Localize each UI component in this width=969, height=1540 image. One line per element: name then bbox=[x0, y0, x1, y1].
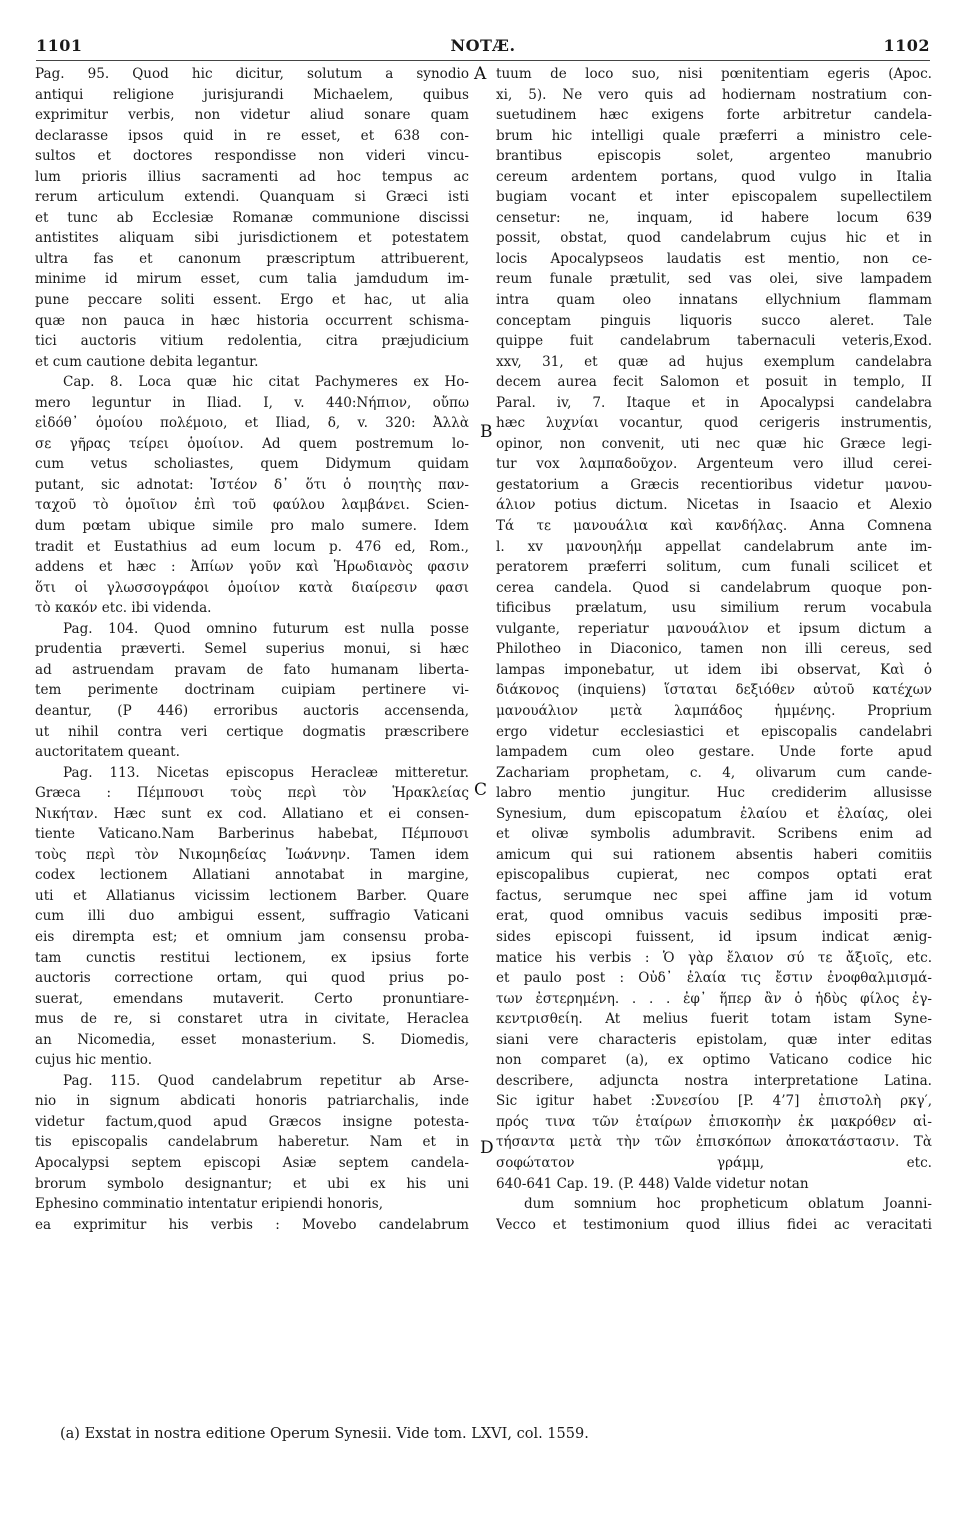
text-line: intra quam oleo innatans ellychnium flammam bbox=[496, 292, 932, 309]
text-line: describere, adjuncta nostra interpretatione Latina. bbox=[496, 1072, 932, 1089]
text-line: eis dirempta est; et omnium jam consensu proba- bbox=[35, 928, 469, 945]
text-line: lampas imponebatur, ut idem ibi observat, Καὶ ὁ bbox=[496, 661, 932, 678]
text-line: cujus hic mentio. bbox=[35, 1052, 153, 1069]
text-line: factus, serumque nec spei affine jam id votum bbox=[496, 887, 932, 904]
text-line: amicum qui sui rationem absentis haberi comitiis bbox=[496, 846, 932, 863]
margin-marker-a: A bbox=[474, 64, 487, 84]
text-line: εἰδόθ᾽ ὁμοίου πολέμοιο, et Iliad, δ, v. 320: Ἀλλὰ bbox=[35, 415, 469, 432]
margin-marker-b: B bbox=[480, 422, 493, 442]
text-line: decem aurea fecit Salomon et posuit in templo, II bbox=[496, 374, 932, 391]
text-line: videtur factum,quod apud Græcos insigne potesta- bbox=[35, 1113, 469, 1130]
text-line: Ephesino comminatio intentatur eripiendi honoris, bbox=[35, 1196, 384, 1213]
text-line: possit, obstat, quod candelabrum cujus hic et in bbox=[496, 230, 932, 247]
text-line: suerat, emendans mutaverit. Certo pronuntiare- bbox=[35, 990, 469, 1007]
text-line: ad astruendam pravam de fato humanam liberta- bbox=[35, 661, 469, 678]
text-line: quæ non pauca in hæc historia occurrent schisma- bbox=[35, 312, 469, 329]
right-column bbox=[496, 64, 932, 1235]
text-line: cerea candela. Quod si candelabrum quoque pon- bbox=[496, 579, 932, 596]
text-line: hæc λυχνίαι vocantur, quod cerigeris instrumentis, bbox=[496, 415, 932, 432]
text-line: declarasse ipsos quid in re esset, et 638 con- bbox=[35, 127, 469, 144]
text-line: l. xv μανουηλήμ appellat candelabrum ante im- bbox=[496, 538, 932, 555]
text-line: ultra fas et canonum præscriptum attribuerent, bbox=[35, 250, 469, 267]
text-line: brum hic intelligi quale præferri a ministro cele- bbox=[496, 127, 932, 144]
text-line: pune peccare soliti essent. Ergo et hac, ut alia bbox=[35, 292, 469, 309]
text-line: brorum symbolo designantur; et ubi ex his uni bbox=[35, 1175, 469, 1192]
text-line: Vecco et testimonium quod illius fidei ac veracitati bbox=[496, 1216, 932, 1233]
page-header bbox=[36, 36, 930, 60]
footnote: (a) Exstat in nostra editione Operum Synesii. Vide tom. LXVI, col. 1559. bbox=[60, 1426, 589, 1442]
text-line: σοφώτατον γράμμ, etc. bbox=[496, 1154, 932, 1171]
text-line: auctoritatem queant. bbox=[35, 744, 180, 761]
text-line: cereum ardentem portans, quod vulgo in Italia bbox=[496, 168, 932, 185]
text-line: Pag. 104. Quod omnino futurum est nulla posse bbox=[63, 620, 469, 637]
text-line: Pag. 95. Quod hic dicitur, solutum a synodio bbox=[35, 66, 469, 82]
text-line: auctoris correctione ortam, qui quod prius po- bbox=[35, 970, 469, 987]
text-line: labro mentio jungitur. Huc crediderim allusisse bbox=[496, 785, 932, 802]
text-line: gestatorium a Græcis recentioribus videtur μανου- bbox=[496, 476, 932, 493]
text-line: ut nihil contra veri certique dogmatis præscribere bbox=[35, 723, 469, 740]
text-line: opinor, non convenit, uti nec quæ hic Græce legi- bbox=[496, 435, 932, 452]
text-line: mero leguntur in Iliad. I, v. 440:Νήπιον, οὔπω bbox=[35, 394, 469, 411]
margin-marker-d: D bbox=[480, 1138, 494, 1158]
text-line: ergo videtur ecclesiastici et episcopalis candelabri bbox=[496, 723, 932, 740]
text-line: cum illi duo ambigui essent, suffragio Vaticani bbox=[35, 908, 469, 925]
text-line: tis episcopalis candelabrum haberetur. Nam et in bbox=[35, 1134, 469, 1151]
text-line: et cum cautione debita legantur. bbox=[35, 353, 259, 370]
text-line: xxv, 31, et quæ ad hujus exemplum candelabra bbox=[496, 353, 932, 370]
text-line: των ἐστερημένη. . . . ἐφ᾽ ἥπερ ἂν ὁ ἡδὺς φίλος ἐγ- bbox=[496, 990, 932, 1007]
text-line: sultos et doctores respondisse non videri vincu- bbox=[35, 148, 469, 165]
text-line: conceptam pinguis liquoris succo aleret. Tale bbox=[496, 312, 932, 329]
text-line: lum prioris illius sacramenti ad hoc tempus ac bbox=[35, 168, 469, 185]
text-line: πρός τινα τῶν ἑταίρων ἐπισκοπὴν ἐκ μακρόθεν αἰ- bbox=[496, 1113, 932, 1130]
text-line: tici auctoris vitium redolentia, citra præjudicium bbox=[35, 333, 469, 350]
text-line: matice his verbis : Ὁ γὰρ ἔλαιον σύ τε ἄξιοῖς, etc. bbox=[496, 949, 932, 966]
text-line: et tunc ab Ecclesiæ Romanæ communione discissi bbox=[35, 209, 469, 226]
text-line: exprimitur verbis, non videtur aliud sonare quam bbox=[35, 107, 469, 124]
header-rule bbox=[36, 60, 930, 61]
text-line: minime id mirum esset, cum talia jamdudum im- bbox=[35, 271, 469, 288]
text-line: Νικήταν. Hæc sunt ex cod. Allatiano et ei consen- bbox=[35, 805, 469, 822]
text-line: ταχοῦ τὸ ὁμοῖιον ἐπὶ τοῦ φαύλου λαμβάνει. Scien- bbox=[35, 497, 469, 514]
text-line: 640-641 Cap. 19. (P. 448) Valde videtur notan bbox=[496, 1175, 809, 1192]
text-line: ea exprimitur his verbis : Movebo candelabrum bbox=[35, 1216, 469, 1233]
text-line: tradit et Eustathius ad eum locum p. 476 ed, Rom., bbox=[35, 538, 469, 555]
text-line: Paral. iv, 7. Itaque et in Apocalypsi candelabra bbox=[496, 394, 932, 411]
text-line: Philotheo in Diaconico, tamen non illi cereus, sed bbox=[496, 641, 932, 658]
text-line: bugiam vocant et inter episcopalem supellectilem bbox=[496, 189, 932, 206]
text-line: brantibus episcopis solet, argenteo manubrio bbox=[496, 148, 932, 165]
text-line: tem perimente doctrinam cuipiam pertinere vi- bbox=[35, 682, 469, 699]
left-column bbox=[35, 64, 469, 1235]
text-line: dum pœtam ubique simile pro malo sumere. Idem bbox=[35, 518, 469, 535]
text-line: tam cunctis restitui lectionem, ex ipsius forte bbox=[35, 949, 469, 966]
text-line: sides episcopi fuissent, id ipsum indicat ænig- bbox=[496, 928, 932, 945]
text-line: Cap. 8. Loca quæ hic citat Pachymeres ex Ho- bbox=[63, 374, 469, 391]
text-line: vulgante, reperiatur μανουάλιον et ipsum dictum a bbox=[496, 620, 932, 637]
text-line: lampadem cum oleo gestare. Unde forte apud bbox=[496, 744, 932, 761]
text-line: σε γῆρας τείρει ὁμοίιον. Ad quem postremum lo- bbox=[35, 435, 469, 452]
text-line: Græca : Πέμπουσι τοὺς περὶ τὸν Ἡρακλείας bbox=[35, 785, 469, 802]
text-line: τὸ κακόν etc. ibi videnda. bbox=[35, 600, 212, 617]
text-line: et olivæ symbolis adumbravit. Scribens enim ad bbox=[496, 826, 932, 843]
margin-marker-c: C bbox=[474, 780, 488, 800]
page-number-right: 1102 bbox=[883, 36, 930, 55]
text-line: reum funale prætulit, sed vas olei, sive lampadem bbox=[496, 271, 932, 288]
text-line: Zachariam prophetam, c. 4, olivarum cum cande- bbox=[496, 764, 932, 781]
text-line: tiente Vaticano.Nam Barberinus habebat, Πέμπουσι bbox=[35, 826, 469, 843]
text-line: prudentia præverti. Semel superius monui, si hæc bbox=[35, 641, 469, 658]
text-line: siani vere characteris epistolam, quæ inter editas bbox=[496, 1031, 932, 1048]
text-line: xi, 5). Ne vero quis ad hodiernam nostratium con- bbox=[496, 86, 932, 103]
text-line: κεντρισθείη. At melius fuerit totam istam Syne- bbox=[496, 1011, 932, 1028]
text-line: τήσαντα μετὰ τὴν τῶν ἐπισκόπων ἀποκατάστασιν. Τὰ bbox=[496, 1134, 932, 1151]
text-line: Τά τε μανουάλια καὶ κανδήλας. Anna Comnena bbox=[496, 518, 932, 535]
text-line: mus de re, si constaret utra in civitate, Heraclea bbox=[35, 1011, 469, 1028]
text-line: locis Apocalypseos laudatis est mentio, non ce- bbox=[496, 250, 932, 267]
text-line: et paulo post : Οὐδ᾽ ἐλαία τις ἔστιν ἐνοφθαλμισμά- bbox=[496, 970, 932, 987]
text-line: ὅτι οἱ γλωσσογράφοι ὁμοίιον κατὰ διαίρεσιν φασι bbox=[35, 579, 469, 596]
text-line: άλιον potius dictum. Nicetas in Isaacio et Alexio bbox=[496, 497, 932, 514]
text-line: tur vox λαμπαδοῦχον. Argenteum vero illud cerei- bbox=[496, 456, 932, 473]
text-line: codex lectionem Allatiani annotabat in margine, bbox=[35, 867, 469, 884]
text-line: Pag. 113. Nicetas episcopus Heracleæ mitteretur. bbox=[63, 764, 469, 781]
text-line: suetudinem hæc exigens forte arbitretur candela- bbox=[496, 107, 932, 124]
text-line: διάκονος (inquiens) ἵσταται δεξιόθεν αὐτοῦ κατέχων bbox=[496, 682, 932, 699]
text-line: addens et hæc : Ἀπίων γοῦν καὶ Ἡρωδιανὸς φασιν bbox=[35, 559, 469, 576]
text-line: non comparet (a), ex optimo Vaticano codice hic bbox=[496, 1052, 932, 1069]
text-line: Sic igitur habet :Συνεσίου [P. 4’7] ἐπιστολὴ ρκγ′, bbox=[496, 1093, 932, 1110]
text-line: antiqui religione jurisjurandi Michaelem, quibus bbox=[35, 86, 469, 103]
text-line: τοὺς περὶ τὸν Νικομηδείας Ἰωάννην. Tamen idem bbox=[35, 846, 469, 863]
text-line: tuum de loco suo, nisi pœnitentiam egeris (Apoc. bbox=[496, 66, 932, 82]
text-line: peratorem præferri solitum, cum funali scilicet et bbox=[496, 559, 932, 576]
text-line: dum somnium hoc propheticum oblatum Joanni- bbox=[524, 1196, 932, 1213]
running-title: NOTÆ. bbox=[450, 36, 516, 55]
text-line: Apocalypsi septem episcopi Asiæ septem candela- bbox=[35, 1154, 469, 1171]
text-line: deantur, (P 446) erroribus auctoris accensenda, bbox=[35, 702, 469, 719]
text-line: nio in signum abdicati honoris patriarchalis, inde bbox=[35, 1093, 469, 1110]
text-line: tificibus prælatum, usu similium rerum vocabula bbox=[496, 600, 932, 617]
page-number-left: 1101 bbox=[36, 36, 83, 55]
text-line: rerum articulum extendi. Quanquam si Græci isti bbox=[35, 189, 469, 206]
text-line: censetur: ne, inquam, id habere locum 639 bbox=[496, 209, 932, 226]
text-line: an Nicomedia, esset monasterium. S. Diomedis, bbox=[35, 1031, 469, 1048]
text-line: Pag. 115. Quod candelabrum repetitur ab Arse- bbox=[63, 1072, 469, 1089]
text-line: antistites aliquam sibi jurisdictionem et potestatem bbox=[35, 230, 469, 247]
text-line: μανουάλιον μετὰ λαμπάδος ἡμμένης. Proprium bbox=[496, 702, 932, 719]
text-line: putant, sic adnotat: Ἰστέον δ᾽ ὅτι ὁ ποιητὴς παν- bbox=[35, 476, 469, 493]
text-line: quippe fuit candelabrum tabernaculi veteris,Exod. bbox=[496, 333, 932, 350]
text-line: cum vetus scholiastes, quem Didymum quidam bbox=[35, 456, 469, 473]
text-line: Synesium, dum episcopatum ἐλαίου et ἐλαίας, olei bbox=[496, 805, 932, 822]
text-line: erat, quod omnibus vacuis sedibus impositi præ- bbox=[496, 908, 932, 925]
text-line: episcopalibus cupierat, nec compos optati erat bbox=[496, 867, 932, 884]
text-line: uti et Allatianus vicissim lectionem Barber. Quare bbox=[35, 887, 469, 904]
